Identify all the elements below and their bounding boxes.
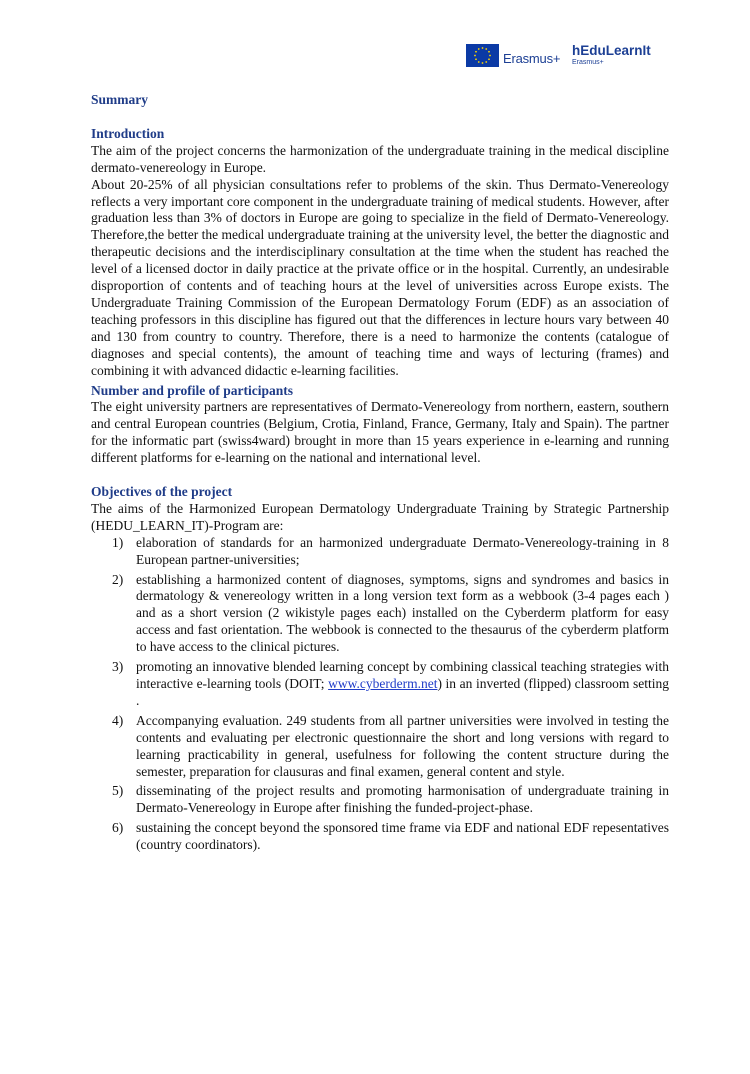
list-item-number: 4) xyxy=(112,712,124,728)
list-item xyxy=(91,572,669,657)
introduction-paragraph-2: About 20-25% of all physician consultations refer to problems of the skin. Thus Dermato-Venereology reflects a very important core component in the undergraduate training of medical students. However, after graduation less than 3% of doctors in Europe are going to specialize in the field of Dermato-Venereology. Therefore,the better the medical undergraduate training at the university level, the better the diagnostic and therapeutic decisions and the interdisciplinary consultation at the time when the student has reached the level of a licensed doctor in daily practice at the private office or in the hospital. Currently, an undesirable disproportion of contents and of teaching hours at the level of universities across Europe exists. The Undergraduate Training Commission of the European Dermatology Forum (EDF) as an association of teaching professors in this discipline has figured out that the differences in lecture hours vary between 40 and 130 from country to country. Therefore, there is a need to harmonize the contents (catalogue of diagnoses and special contents), the amount of teaching time and ways of lecturing (frames) and combining it with advanced didactic e-learning facilities. xyxy=(91,176,669,378)
objectives-intro: The aims of the Harmonized European Dermatology Undergraduate Training by Strategic Partnership (HEDU_LEARN_IT)-Program are: xyxy=(91,500,669,533)
document-body xyxy=(91,92,669,857)
erasmus-plus-label: Erasmus+ xyxy=(503,51,561,66)
objectives-heading: Objectives of the project xyxy=(91,484,233,500)
list-item xyxy=(91,713,669,781)
list-item-text: sustaining the concept beyond the sponsored time frame via EDF and national EDF repesentatives (country coordinators). xyxy=(136,820,669,853)
eu-flag-icon xyxy=(466,44,499,67)
participants-paragraph: The eight university partners are representatives of Dermato-Venereology from northern, eastern, southern and central European countries (Belgium, Crotia, Finland, France, Germany, Italy and Spain). The partner for the informatic part (swiss4ward) brought in more than 15 years experience in e-learning and running different platforms for e-learning on the national and international level. xyxy=(91,399,669,466)
header-logo xyxy=(466,42,666,72)
list-item xyxy=(91,535,669,569)
list-item-text-before-link: promoting an innovative blended learning concept by combining classical teaching strategies with interactive e-learning tools (DOIT; xyxy=(136,659,669,691)
objectives-list xyxy=(91,535,669,854)
list-item-text: disseminating of the project results and promoting harmonisation of undergraduate training in Dermato-Venereology in Europe after finishing the funded-project-phase. xyxy=(136,783,669,816)
list-item-text-after-link: ) in an inverted (flipped) classroom setting . xyxy=(136,676,670,708)
summary-title: Summary xyxy=(91,92,148,107)
list-item xyxy=(91,783,669,817)
list-item-text: Accompanying evaluation. 249 students from all partner universities were involved in testing the contents and evaluating per electronic questionnaire the short and long versions with regard to learning practicability in general, usefulness for following the content structure during the semester, preparation for clausuras and final examen, general content and style. xyxy=(136,712,669,779)
introduction-paragraph-1: The aim of the project concerns the harmonization of the undergraduate training in the medical discipline dermato-venereology in Europe. xyxy=(91,142,669,175)
list-item-text: elaboration of standards for an harmonized undergraduate Dermato-Venereology-training in 8 European partner-universities; xyxy=(136,534,669,567)
list-item-number: 1) xyxy=(112,534,124,550)
project-logo-title: hEduLearnIt xyxy=(572,43,651,58)
list-item-number: 2) xyxy=(112,571,124,587)
list-item xyxy=(91,820,669,854)
list-item-text: establishing a harmonized content of diagnoses, symptoms, signs and syndromes and basics in dermatology & venereology written in a long version text form as a webbook (3-4 pages each ) and as a short version (2 wikistyle pages each) installed on the Cyberderm platform for easy access and fast orientation. The webbook is connected to the thesaurus of the cyberderm platform to have access to the clinical pictures. xyxy=(136,571,669,655)
list-item-number: 6) xyxy=(112,820,124,836)
project-logo-subtitle: Erasmus+ xyxy=(572,59,604,66)
list-item-number: 5) xyxy=(112,783,124,799)
participants-heading: Number and profile of participants xyxy=(91,382,294,398)
list-item-number: 3) xyxy=(112,659,124,675)
list-item xyxy=(91,659,669,710)
introduction-heading: Introduction xyxy=(91,125,165,141)
cyberderm-link[interactable]: www.cyberderm.net xyxy=(328,676,438,691)
